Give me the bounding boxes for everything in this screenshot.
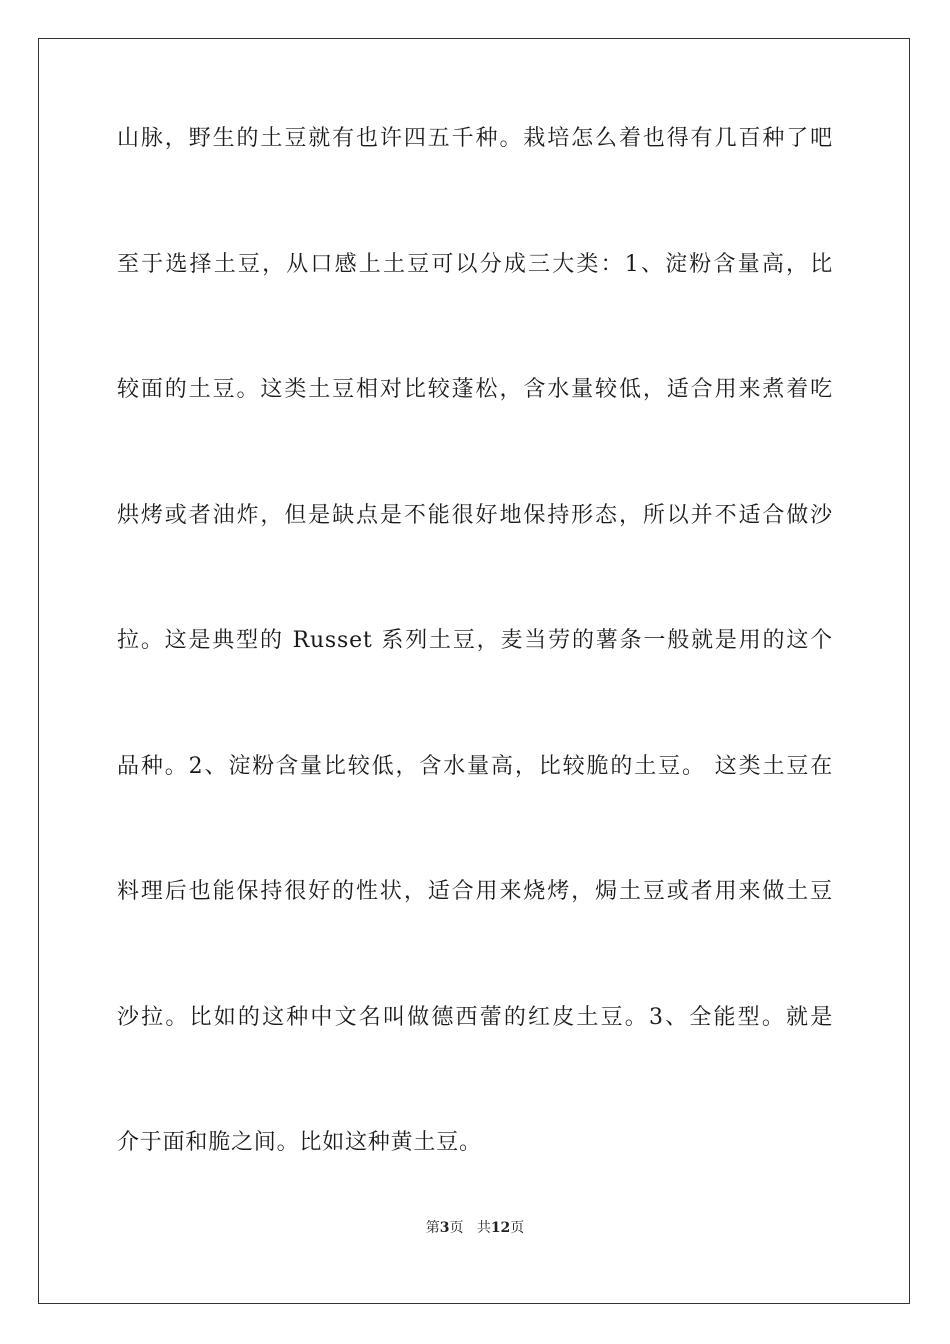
total-suffix: 页 (510, 1220, 525, 1236)
paragraph-line-1: 山脉，野生的土豆就有也许四五千种。栽培怎么着也得有几百种了吧 (117, 126, 833, 151)
page-prefix: 第 (425, 1220, 440, 1236)
total-prefix: 共 (476, 1220, 491, 1236)
document-body (117, 127, 833, 1257)
paragraph-line-7: 料理后也能保持很好的性状，适合用来烧烤，焗土豆或者用来做土豆 (117, 879, 833, 904)
paragraph-line-9: 介于面和脆之间。比如这种黄土豆。 (117, 1130, 482, 1155)
paragraph-line-3: 较面的土豆。这类土豆相对比较蓬松，含水量较低，适合用来煮着吃 (117, 377, 833, 402)
paragraph-line-5: 拉。这是典型的 Russet 系列土豆，麦当劳的薯条一般就是用的这个 (117, 628, 833, 653)
paragraph-line-2: 至于选择土豆，从口感上土豆可以分成三大类：1、淀粉含量高，比 (117, 251, 833, 277)
page-suffix: 页 (449, 1220, 464, 1236)
paragraph-line-4: 烘烤或者油炸，但是缺点是不能很好地保持形态，所以并不适合做沙 (117, 502, 833, 528)
paragraph-line-8: 沙拉。比如的这种中文名叫做德西蕾的红皮土豆。3、全能型。就是 (117, 1004, 833, 1030)
current-page-number: 3 (439, 1220, 450, 1236)
paragraph-line-6: 品种。2、淀粉含量比较低，含水量高，比较脆的土豆。 这类土豆在 (117, 753, 833, 779)
total-pages-number: 12 (490, 1220, 511, 1236)
page-footer (0, 1220, 950, 1236)
